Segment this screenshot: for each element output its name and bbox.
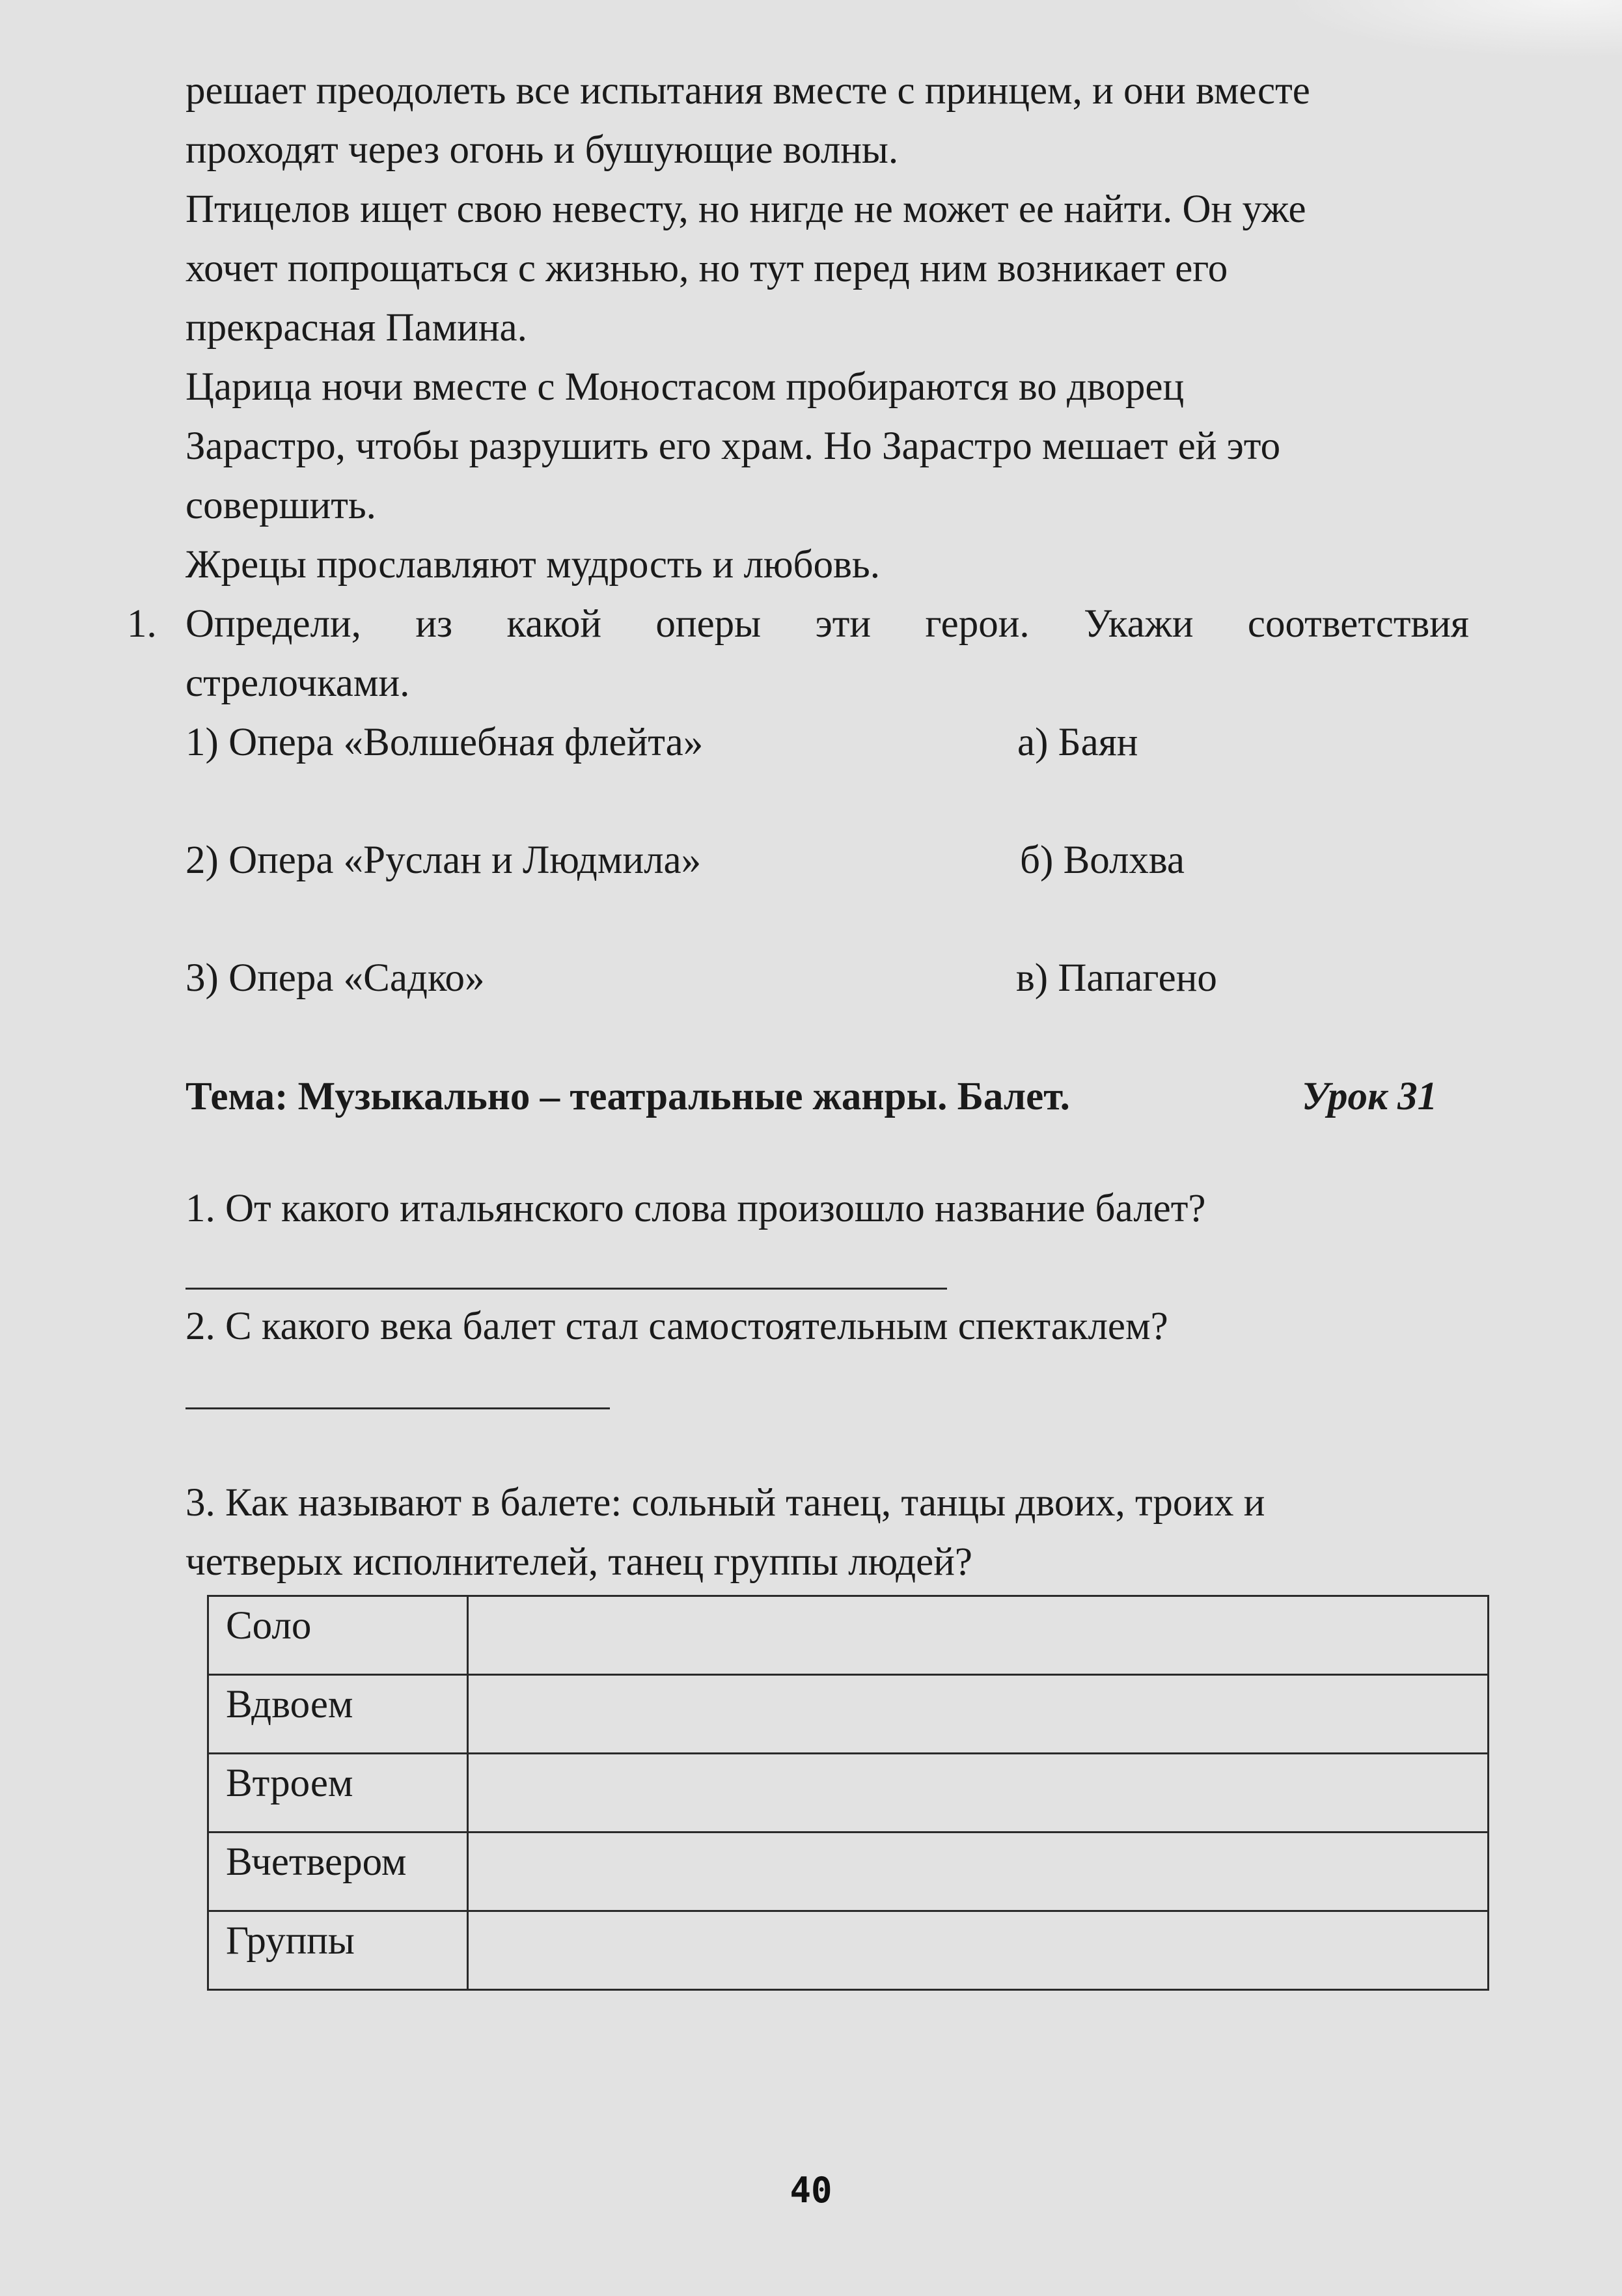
- table-row-label: Вчетвером: [208, 1833, 468, 1911]
- hero-item-c: в) Папагено: [1016, 956, 1217, 1000]
- table-row-label: Группы: [208, 1911, 468, 1990]
- opera-item-3: 3) Опера «Садко»: [186, 956, 485, 1000]
- table-row: [208, 1911, 1489, 1990]
- dance-forms-table: [207, 1595, 1489, 1991]
- table-answer-cell[interactable]: [468, 1911, 1489, 1990]
- page-number: 40: [790, 2170, 832, 2211]
- question-3-line-2: четверых исполнителей, танец группы людей?: [186, 1540, 972, 1584]
- table-answer-cell[interactable]: [468, 1833, 1489, 1911]
- task1-word: из: [415, 602, 453, 646]
- story-line-2: проходят через огонь и бушующие волны.: [186, 128, 899, 172]
- story-line-1: решает преодолеть все испытания вместе с принцем, и они вместе: [186, 69, 1310, 113]
- story-line-7: Зарастро, чтобы разрушить его храм. Но Зарастро мешает ей это: [186, 424, 1281, 468]
- opera-item-1: 1) Опера «Волшебная флейта»: [186, 721, 704, 764]
- story-line-4: хочет попрощаться с жизнью, но тут перед ним возникает его: [186, 247, 1228, 290]
- task1-word: Определи,: [186, 602, 361, 646]
- hero-item-a: а) Баян: [1017, 721, 1138, 764]
- table-answer-cell[interactable]: [468, 1754, 1489, 1833]
- task1-word: какой: [506, 602, 601, 646]
- lesson-topic-heading: Тема: Музыкально – театральные жанры. Балет.: [186, 1075, 1070, 1118]
- task1-word: эти: [815, 602, 872, 646]
- table-answer-cell[interactable]: [468, 1675, 1489, 1754]
- scan-smudge: [1284, 0, 1622, 59]
- task1-word: герои.: [925, 602, 1030, 646]
- task1-question-line-1: [186, 595, 1469, 654]
- opera-item-2: 2) Опера «Руслан и Людмила»: [186, 838, 702, 882]
- story-line-3: Птицелов ищет свою невесту, но нигде не может ее найти. Он уже: [186, 187, 1306, 231]
- table-row-label: Втроем: [208, 1754, 468, 1833]
- table-row: [208, 1596, 1489, 1675]
- story-line-6: Царица ночи вместе с Моностасом пробираются во дворец: [186, 365, 1185, 409]
- answer-line-1[interactable]: [186, 1288, 947, 1290]
- lesson-number: Урок 31: [1302, 1075, 1438, 1118]
- table-row-label: Соло: [208, 1596, 468, 1675]
- task1-question-line-2: стрелочками.: [186, 661, 410, 705]
- table-row: [208, 1754, 1489, 1833]
- task1-word: оперы: [655, 602, 762, 646]
- question-3-line-1: 3. Как называют в балете: сольный танец, танцы двоих, троих и: [186, 1481, 1265, 1525]
- table-row-label: Вдвоем: [208, 1675, 468, 1754]
- table-row: [208, 1833, 1489, 1911]
- table-answer-cell[interactable]: [468, 1596, 1489, 1675]
- story-line-8: совершить.: [186, 484, 376, 527]
- task1-word: соответствия: [1247, 602, 1469, 646]
- answer-line-2[interactable]: [186, 1407, 610, 1409]
- story-line-9: Жрецы прославляют мудрость и любовь.: [186, 543, 880, 587]
- table-row: [208, 1675, 1489, 1754]
- task1-word: Укажи: [1084, 602, 1194, 646]
- task1-number: 1.: [127, 602, 157, 646]
- hero-item-b: б) Волхва: [1020, 838, 1185, 882]
- question-2: 2. С какого века балет стал самостоятельным спектаклем?: [186, 1305, 1168, 1348]
- question-1: 1. От какого итальянского слова произошло название балет?: [186, 1187, 1206, 1230]
- story-line-5: прекрасная Памина.: [186, 306, 527, 350]
